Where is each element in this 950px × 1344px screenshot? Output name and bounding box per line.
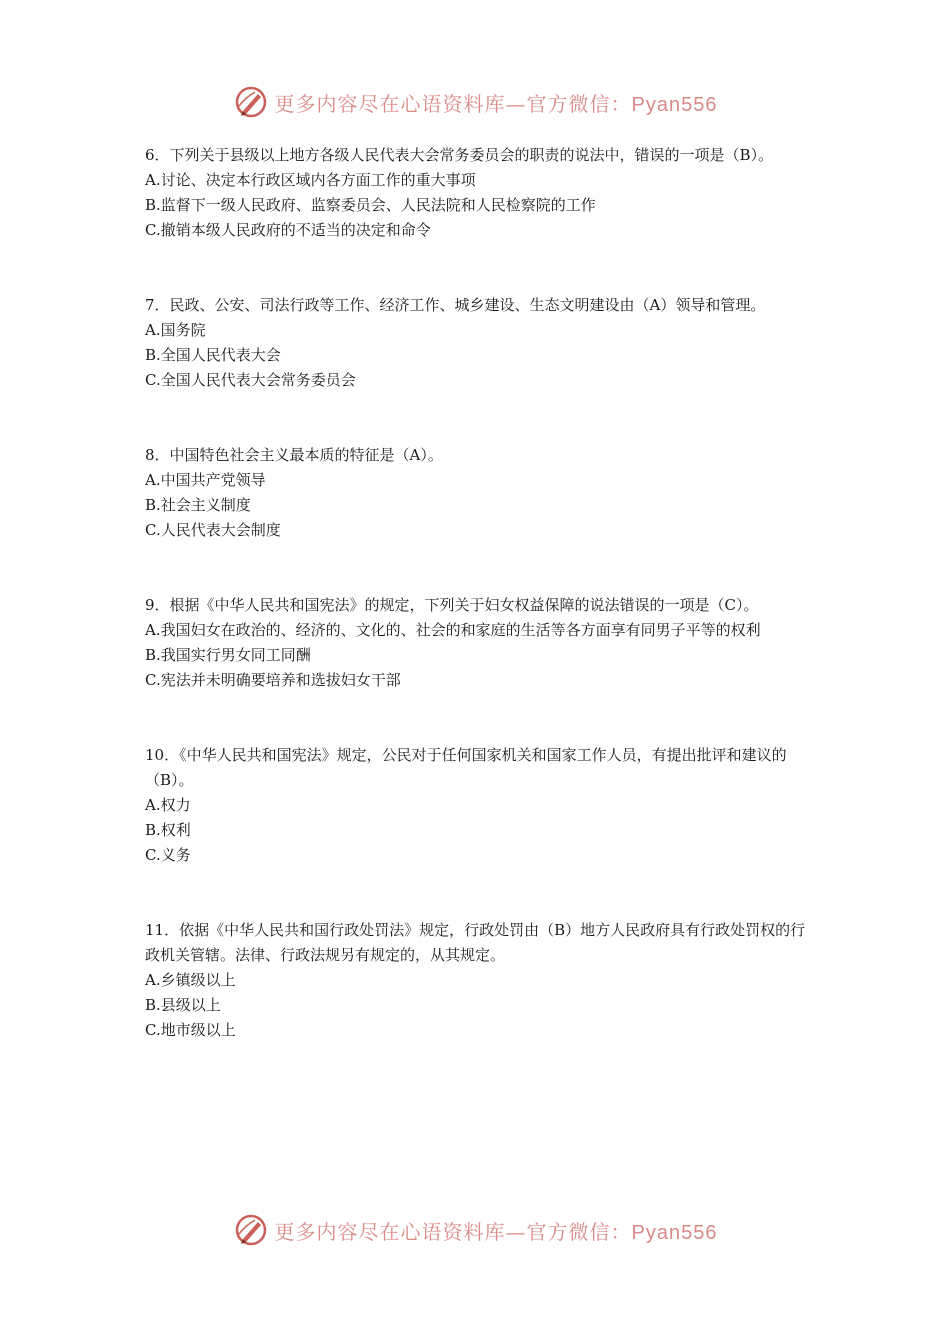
option-a: A.我国妇女在政治的、经济的、文化的、社会的和家庭的生活等各方面享有同男子平等的权利	[145, 621, 761, 639]
option-c: C.全国人民代表大会常务委员会	[145, 371, 356, 389]
option-a: A.国务院	[145, 321, 206, 339]
question-stem: 8．中国特色社会主义最本质的特征是（A）。	[145, 446, 443, 464]
question-stem: 7．民政、公安、司法行政等工作、经济工作、城乡建设、生态文明建设由（A）领导和管理。	[145, 296, 766, 314]
question-8	[145, 443, 810, 543]
question-10	[145, 743, 810, 868]
option-c: C.地市级以上	[145, 1021, 236, 1039]
question-11	[145, 918, 810, 1043]
footer-watermark-banner	[0, 1210, 950, 1250]
option-b: B.权利	[145, 821, 191, 839]
question-stem: 6．下列关于县级以上地方各级人民代表大会常务委员会的职责的说法中，错误的一项是（B）。	[145, 146, 774, 164]
option-a: A.乡镇级以上	[145, 971, 236, 989]
watermark-text-main: 更多内容尽在心语资料库—官方微信：	[274, 91, 632, 116]
option-b: B.我国实行男女同工同酬	[145, 646, 311, 664]
question-list	[145, 143, 810, 1093]
option-c: C.人民代表大会制度	[145, 521, 281, 539]
pen-logo-icon	[233, 1212, 269, 1248]
footer-watermark	[233, 1212, 718, 1248]
watermark-text-main: 更多内容尽在心语资料库—官方微信：	[274, 1219, 632, 1244]
watermark-text	[275, 88, 718, 117]
option-a: A.讨论、决定本行政区域内各方面工作的重大事项	[145, 171, 476, 189]
question-7	[145, 293, 810, 393]
watermark-wechat-id: Pyan556	[631, 1221, 718, 1244]
header-watermark-banner	[0, 82, 950, 122]
header-watermark	[233, 84, 718, 120]
pen-logo-icon	[233, 84, 269, 120]
question-stem: 10．《中华人民共和国宪法》规定，公民对于任何国家机关和国家工作人员，有提出批评和建议的（B）。	[145, 746, 787, 789]
question-stem: 9．根据《中华人民共和国宪法》的规定，下列关于妇女权益保障的说法错误的一项是（C）。	[145, 596, 759, 614]
option-b: B.全国人民代表大会	[145, 346, 281, 364]
option-a: A.中国共产党领导	[145, 471, 266, 489]
question-6	[145, 143, 810, 243]
option-b: B.县级以上	[145, 996, 221, 1014]
watermark-text	[275, 1216, 718, 1245]
option-b: B.社会主义制度	[145, 496, 251, 514]
option-c: C.宪法并未明确要培养和选拔妇女干部	[145, 671, 401, 689]
question-stem: 11．依据《中华人民共和国行政处罚法》规定，行政处罚由（B）地方人民政府具有行政处罚权的行政机关管辖。法律、行政法规另有规定的，从其规定。	[145, 921, 806, 964]
option-c: C.撤销本级人民政府的不适当的决定和命令	[145, 221, 431, 239]
option-c: C.义务	[145, 846, 191, 864]
option-a: A.权力	[145, 796, 191, 814]
watermark-wechat-id: Pyan556	[631, 93, 718, 116]
question-9	[145, 593, 810, 693]
option-b: B.监督下一级人民政府、监察委员会、人民法院和人民检察院的工作	[145, 196, 596, 214]
